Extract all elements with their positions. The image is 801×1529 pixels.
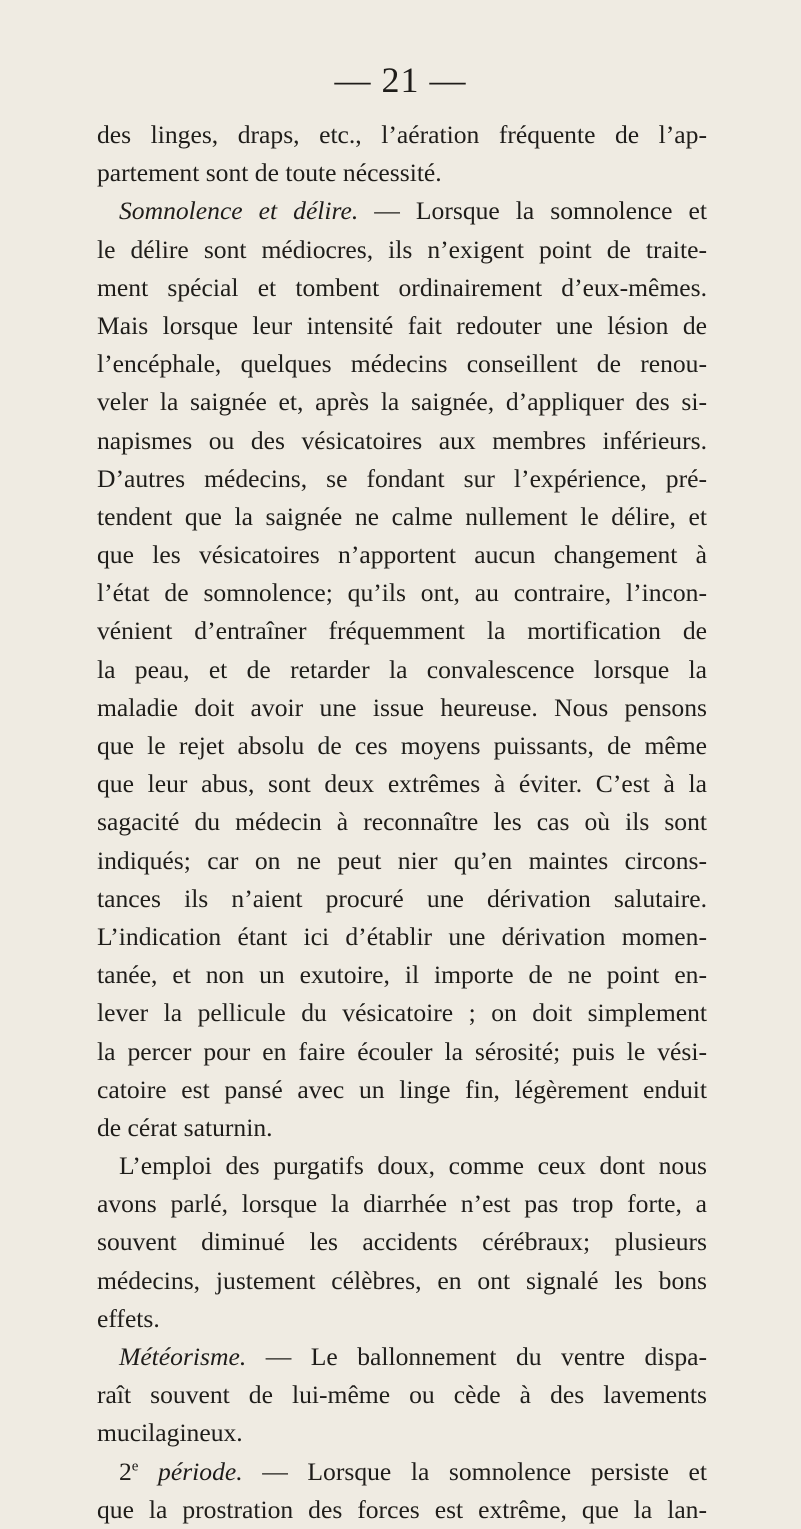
page-number: — 21 — bbox=[334, 60, 467, 100]
text-line: raît souvent de lui-même ou cède à des lavements bbox=[97, 1380, 707, 1410]
text-line: ment spécial et tombent ordinairement d’eux-mêmes. bbox=[97, 272, 707, 302]
text-line: l’état de somnolence; qu’ils ont, au contraire, l’incon- bbox=[97, 578, 707, 608]
text-line: que leur abus, sont deux extrêmes à éviter. C’est à la bbox=[97, 769, 707, 799]
text-line: veler la saignée et, après la saignée, d’appliquer des si- bbox=[97, 387, 707, 417]
text-line: indiqués; car on ne peut nier qu’en maintes circons- bbox=[97, 845, 707, 875]
text-line: mucilagineux. bbox=[97, 1418, 243, 1448]
text-line: la peau, et de retarder la convalescence lorsque la bbox=[97, 654, 707, 684]
section-heading: période. bbox=[138, 1456, 243, 1486]
text-line: sagacité du médecin à reconnaître les cas où ils sont bbox=[97, 807, 707, 837]
text-line: de cérat saturnin. bbox=[97, 1112, 273, 1142]
text-line: L’emploi des purgatifs doux, comme ceux dont nous bbox=[119, 1151, 707, 1181]
text-line: avons parlé, lorsque la diarrhée n’est pas trop forte, a bbox=[97, 1189, 707, 1219]
text-line: que la prostration des forces est extrême, que la lan- bbox=[97, 1494, 707, 1524]
text-fragment: — Lorsque la somnolence persiste et bbox=[242, 1456, 707, 1486]
text-fragment: — Le ballonnement du ventre dispa- bbox=[246, 1342, 707, 1371]
text-line: L’indication étant ici d’établir une dérivation momen- bbox=[97, 921, 707, 951]
period-superscript: e bbox=[131, 1458, 139, 1475]
section-periode bbox=[97, 1453, 707, 1491]
text-line: maladie doit avoir une issue heureuse. Nous pensons bbox=[97, 692, 707, 722]
text-line: tendent que la saignée ne calme nullement le délire, et bbox=[97, 501, 707, 531]
text-line: que les vésicatoires n’apportent aucun changement à bbox=[97, 540, 707, 570]
text-line: médecins, justement célèbres, en ont signalé les bons bbox=[97, 1265, 707, 1295]
text-line: l’encéphale, quelques médecins conseillent de renou- bbox=[97, 349, 707, 379]
text-line: tanée, et non un exutoire, il importe de ne point en- bbox=[97, 960, 707, 990]
text-line: lever la pellicule du vésicatoire ; on doit simplement bbox=[97, 998, 707, 1028]
body-text bbox=[97, 116, 707, 1529]
section-heading: Météorisme. bbox=[119, 1342, 247, 1371]
text-line: que le rejet absolu de ces moyens puissants, de même bbox=[97, 731, 707, 760]
period-number: 2 bbox=[119, 1456, 132, 1486]
text-line: des linges, draps, etc., l’aération fréquente de l’ap- bbox=[97, 120, 707, 149]
text-line: souvent diminué les accidents cérébraux; plusieurs bbox=[97, 1227, 707, 1257]
text-line: vénient d’entraîner fréquemment la mortification de bbox=[97, 616, 707, 646]
section-heading: Somnolence et délire. bbox=[119, 196, 359, 226]
text-line: le délire sont médiocres, ils n’exigent point de traite- bbox=[97, 234, 707, 264]
text-fragment: — Lorsque la somnolence et bbox=[358, 196, 707, 226]
text-line: effets. bbox=[97, 1303, 160, 1333]
text-line: napismes ou des vésicatoires aux membres inférieurs. bbox=[97, 425, 707, 455]
section-meteorisme bbox=[97, 1338, 707, 1376]
text-line: catoire est pansé avec un linge fin, légèrement enduit bbox=[97, 1074, 707, 1104]
text-line: tances ils n’aient procuré une dérivation salutaire. bbox=[97, 883, 707, 913]
section-somnolence bbox=[97, 192, 707, 230]
text-line: Mais lorsque leur intensité fait redouter une lésion de bbox=[97, 310, 707, 340]
text-line: partement sont de toute nécessité. bbox=[97, 158, 442, 188]
text-line: la percer pour en faire écouler la sérosité; puis le vési- bbox=[97, 1036, 707, 1066]
text-line: D’autres médecins, se fondant sur l’expérience, pré- bbox=[97, 463, 707, 493]
